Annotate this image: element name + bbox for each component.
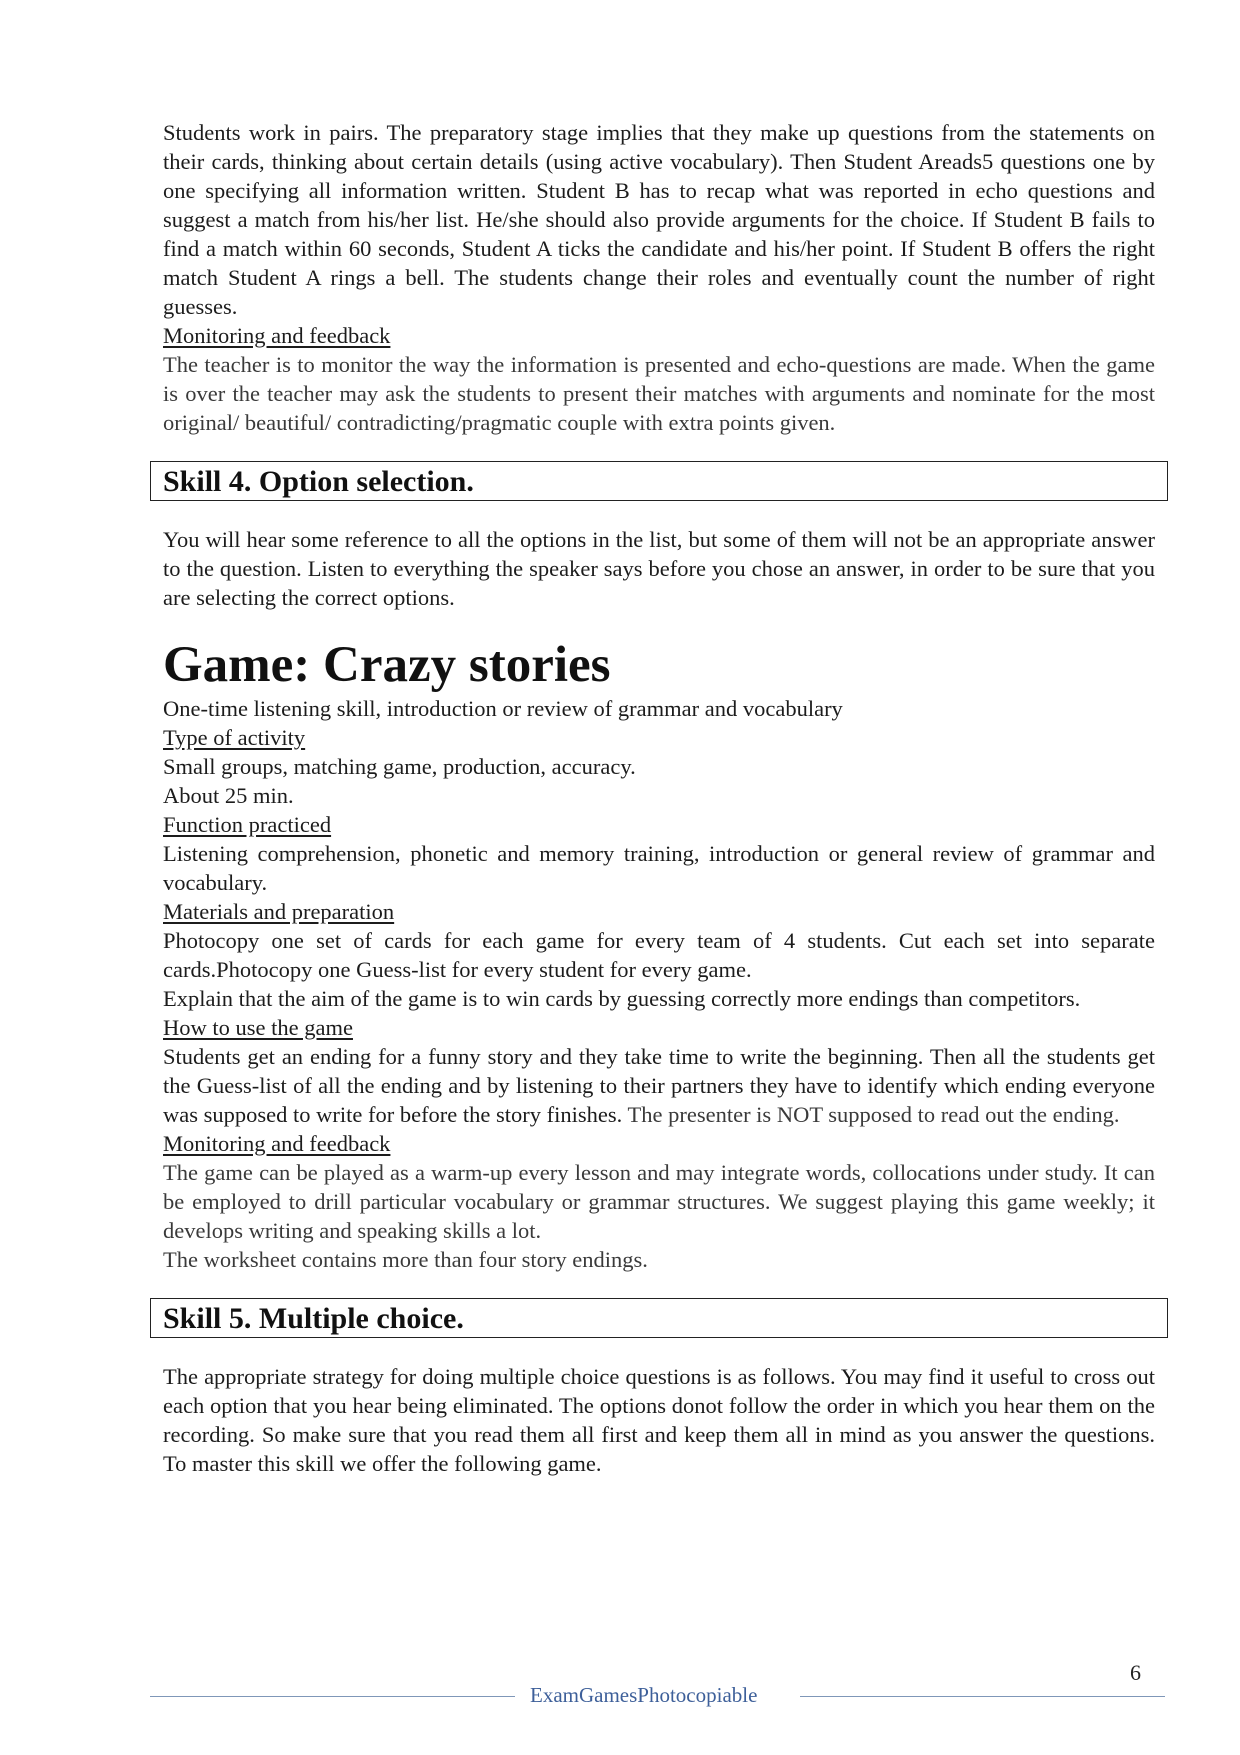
how-to-use-text: Students get an ending for a funny story and they take time to write the beginning. Then all the students get the Guess-list of all the ending and by listening to their partners they have to identify which ending everyone was supposed to write for before the story finishes. The presenter is NOT supposed to read out the ending. [163,1044,1155,1127]
monitoring-heading-2: Monitoring and feedback [163,1131,391,1156]
materials-heading: Materials and preparation [163,899,395,924]
skill-4-title: Skill 4. Option selection. [163,465,474,498]
function-heading: Function practiced [163,812,332,837]
footer-rule-left [150,1696,515,1697]
skill-5-box [150,1298,1168,1338]
worksheet-note: The worksheet contains more than four story endings. [163,1247,648,1272]
monitoring-heading-1: Monitoring and feedback [163,323,391,348]
page-number: 6 [1130,1660,1141,1685]
materials-text-1: Photocopy one set of cards for each game for every team of 4 students. Cut each set into separate cards.Photocopy one Guess-list for every student for every game. [163,928,1155,982]
skill-4-box [150,461,1168,501]
function-text: Listening comprehension, phonetic and memory training, introduction or general review of grammar and vocabulary. [163,841,1155,895]
type-of-activity-heading: Type of activity [163,725,306,750]
pair-work-paragraph: Students work in pairs. The preparatory stage implies that they make up questions from the statements on their cards, thinking about certain details (using active vocabulary). Then Student Areads5 questions one by one specifying all information written. Student B has to recap what was reported in echo questions and suggest a match from his/her list. He/she should also provide arguments for the choice. If Student B fails to find a match within 60 seconds, Student A ticks the candidate and his/her point. If Student B offers the right match Student A rings a bell. The students change their roles and eventually count the number of right guesses. [163,120,1155,319]
game-subtitle: One-time listening skill, introduction or review of grammar and vocabulary [163,696,843,721]
monitoring-paragraph-1: The teacher is to monitor the way the information is presented and echo-questions are made. When the game is over the teacher may ask the students to present their matches with arguments and nominate for the most original/ beautiful/ contradicting/pragmatic couple with extra points given. [163,352,1155,435]
materials-text-2: Explain that the aim of the game is to win cards by guessing correctly more endings than competitors. [163,986,1081,1011]
skill-5-title: Skill 5. Multiple choice. [163,1302,464,1335]
document-page [163,118,1155,1478]
how-to-use-heading: How to use the game [163,1015,353,1040]
footer-rule-right [800,1696,1165,1697]
duration-text: About 25 min. [163,783,294,808]
skill-5-paragraph: The appropriate strategy for doing multiple choice questions is as follows. You may find it useful to cross out each option that you hear being eliminated. The options donot follow the order in which you hear them on the recording. So make sure that you read them all first and keep them all in mind as you answer the questions. To master this skill we offer the following game. [163,1364,1155,1476]
type-of-activity-text: Small groups, matching game, production, accuracy. [163,754,636,779]
skill-4-paragraph: You will hear some reference to all the options in the list, but some of them will not be an appropriate answer to the question. Listen to everything the speaker says before you chose an answer, in order to be sure that you are selecting the correct options. [163,527,1155,610]
game-title: Game: Crazy stories [163,637,611,693]
footer-title: ExamGamesPhotocopiable [530,1683,758,1707]
monitoring-paragraph-2: The game can be played as a warm-up every lesson and may integrate words, collocations under study. It can be employed to drill particular vocabulary or grammar structures. We suggest playing this game weekly; it develops writing and speaking skills a lot. [163,1160,1155,1243]
